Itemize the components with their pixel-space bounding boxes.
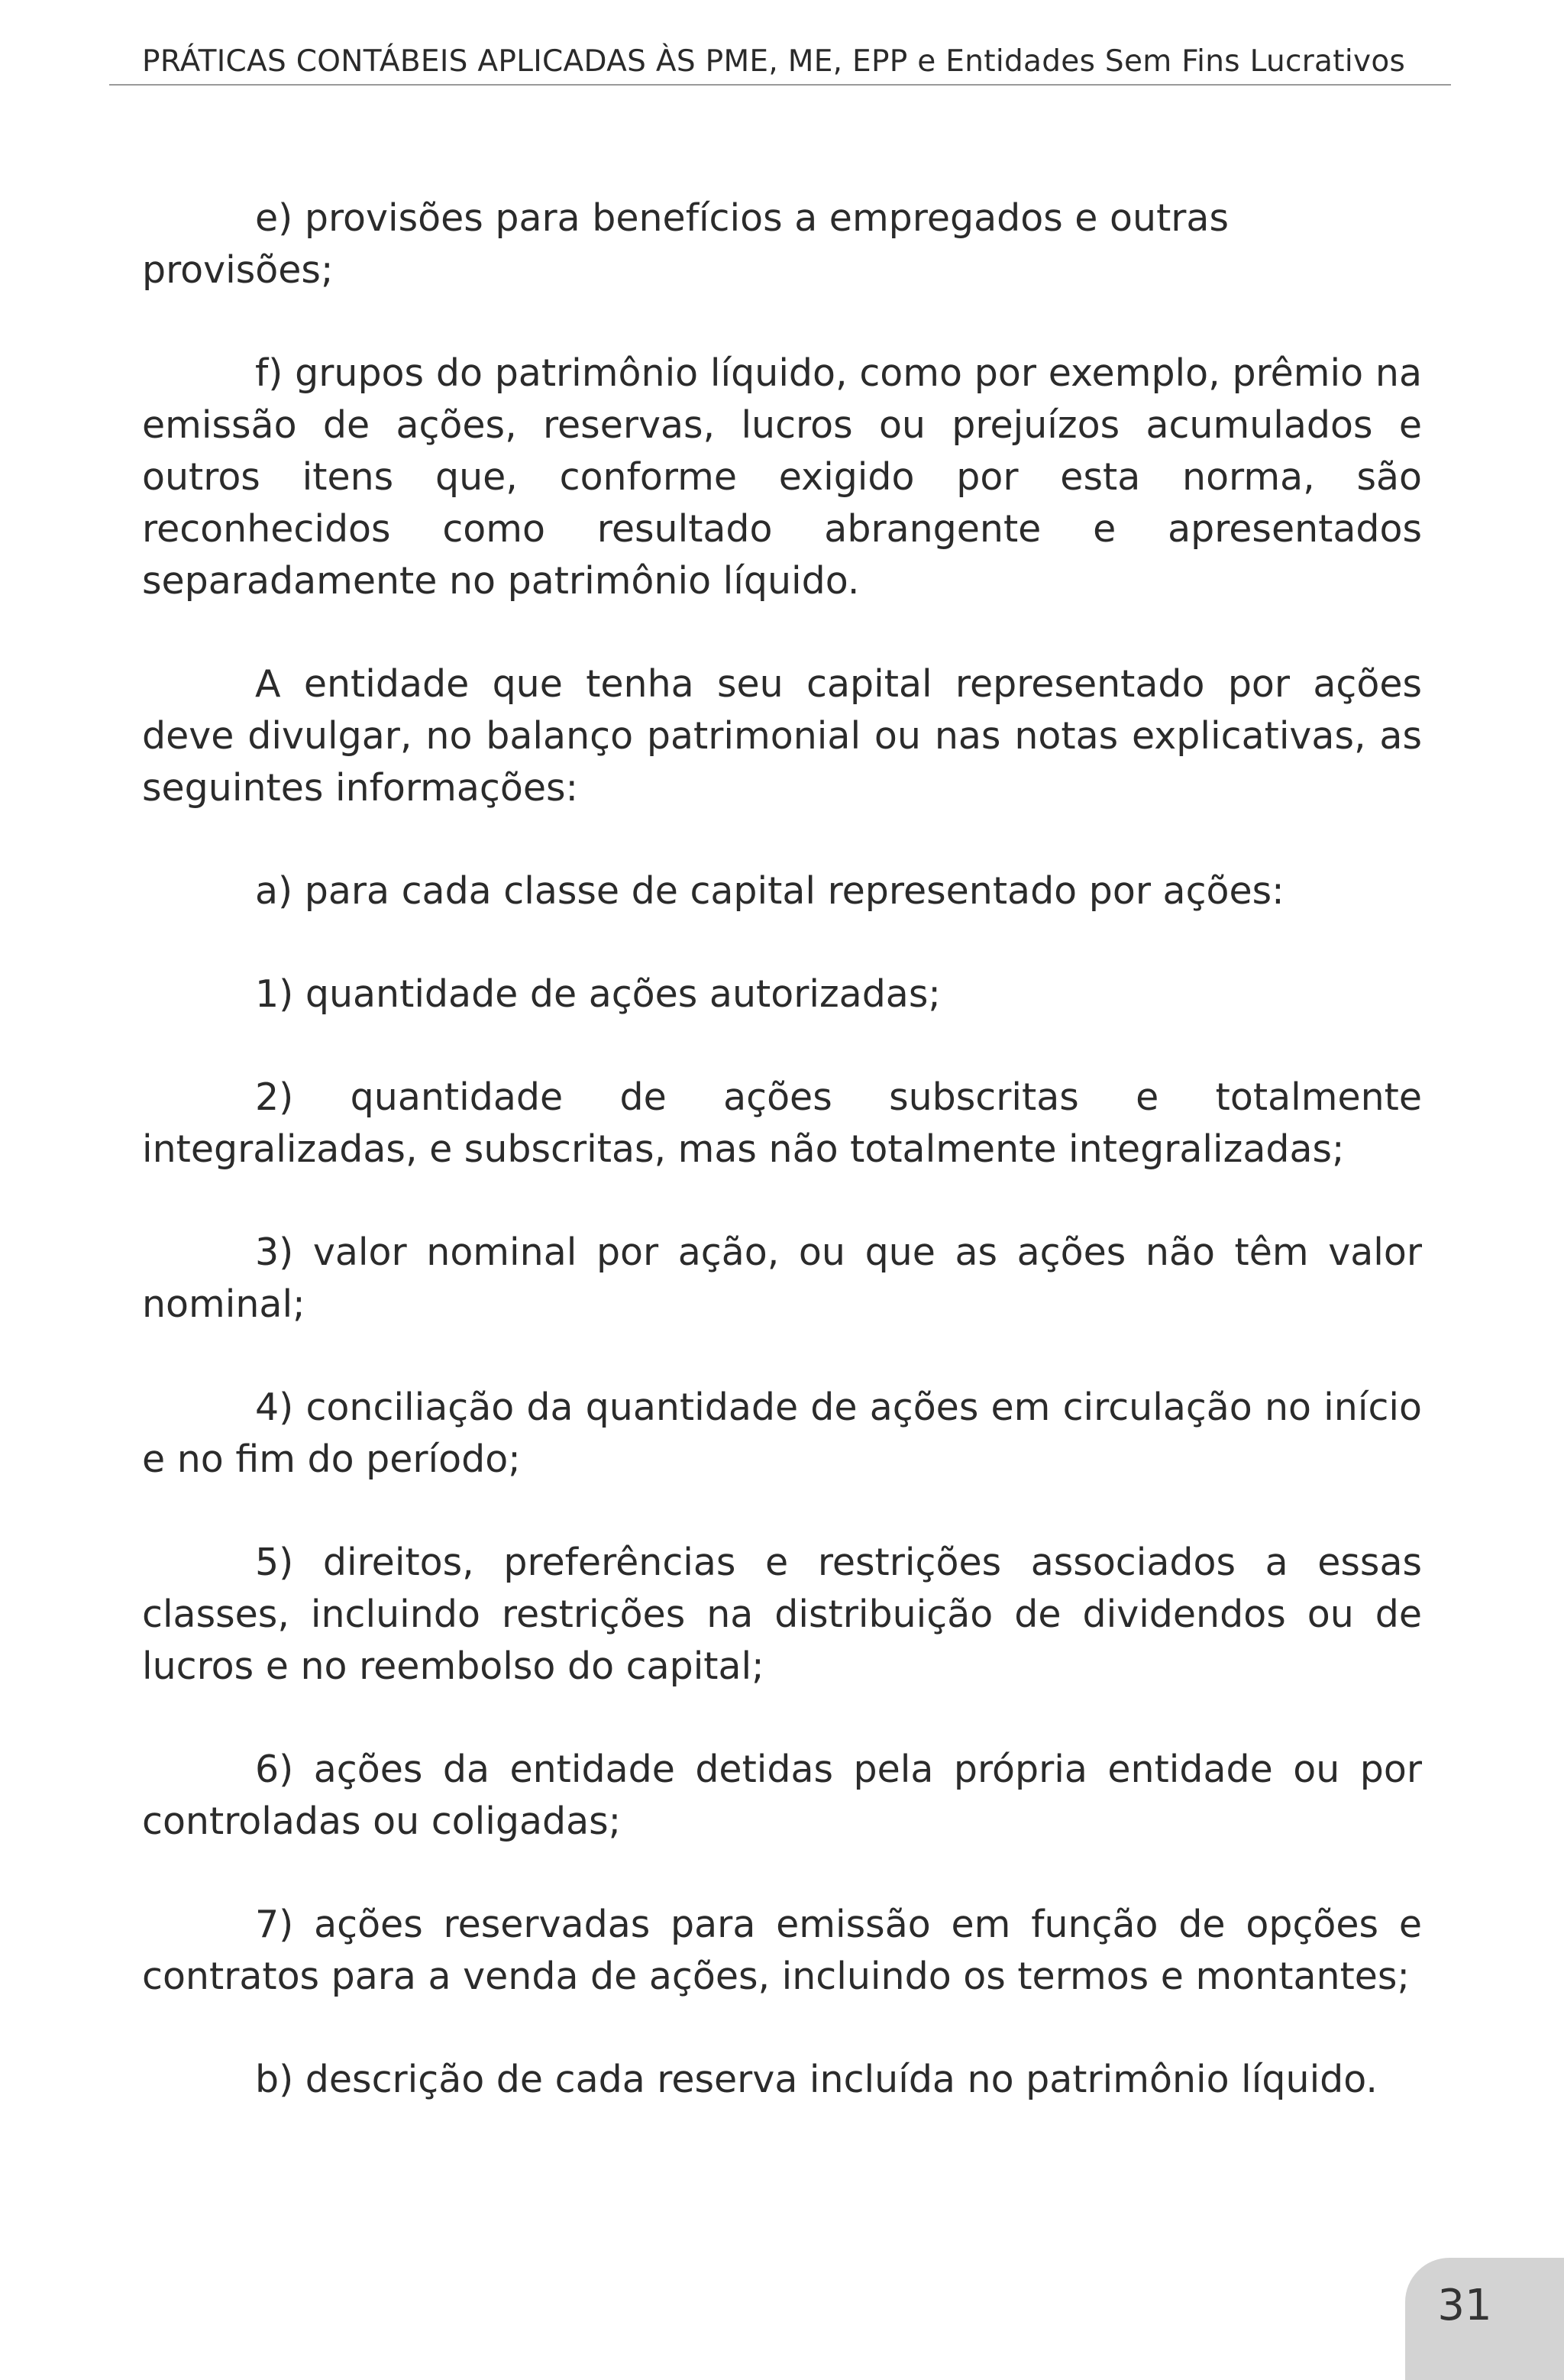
page-number-tab xyxy=(1405,2258,1564,2380)
paragraph-item-2: 2) quantidade de ações subscritas e totalmente integralizadas, e subscritas, mas não totalmente integralizadas; xyxy=(142,1075,1422,1171)
running-header: PRÁTICAS CONTÁBEIS APLICADAS ÀS PME, ME, EPP e Entidades Sem Fins Lucrativos xyxy=(142,44,1406,79)
body-text xyxy=(142,192,1422,2157)
page-number: 31 xyxy=(1437,2281,1492,2330)
paragraph-item-e: e) provisões para benefícios a empregados e outras provisões; xyxy=(142,196,1229,292)
paragraph-item-1: 1) quantidade de ações autorizadas; xyxy=(255,972,941,1016)
paragraph-item-3: 3) valor nominal por ação, ou que as ações não têm valor nominal; xyxy=(142,1230,1422,1326)
paragraph-share-capital-disclosure: A entidade que tenha seu capital representado por ações deve divulgar, no balanço patrimonial ou nas notas explicativas, as seguintes informações: xyxy=(142,662,1422,810)
header-rule xyxy=(109,84,1451,86)
paragraph-item-a: a) para cada classe de capital representado por ações: xyxy=(255,869,1284,913)
paragraph-item-f: f) grupos do patrimônio líquido, como por exemplo, prêmio na emissão de ações, reservas, lucros ou prejuízos acumulados e outros itens que, conforme exigido por esta norma, são reconhecidos como resultado abrangente e apresentados separadamente no patrimônio líquido. xyxy=(142,351,1422,603)
paragraph-item-5: 5) direitos, preferências e restrições associados a essas classes, incluindo restrições na distribuição de dividendos ou de lucros e no reembolso do capital; xyxy=(142,1541,1422,1688)
paragraph-item-6: 6) ações da entidade detidas pela própria entidade ou por controladas ou coligadas; xyxy=(142,1748,1422,1843)
paragraph-item-7: 7) ações reservadas para emissão em função de opções e contratos para a venda de ações, incluindo os termos e montantes; xyxy=(142,1903,1422,1998)
paragraph-item-4: 4) conciliação da quantidade de ações em circulação no início e no fim do período; xyxy=(142,1386,1422,1481)
paragraph-item-b: b) descrição de cada reserva incluída no patrimônio líquido. xyxy=(255,2058,1378,2101)
